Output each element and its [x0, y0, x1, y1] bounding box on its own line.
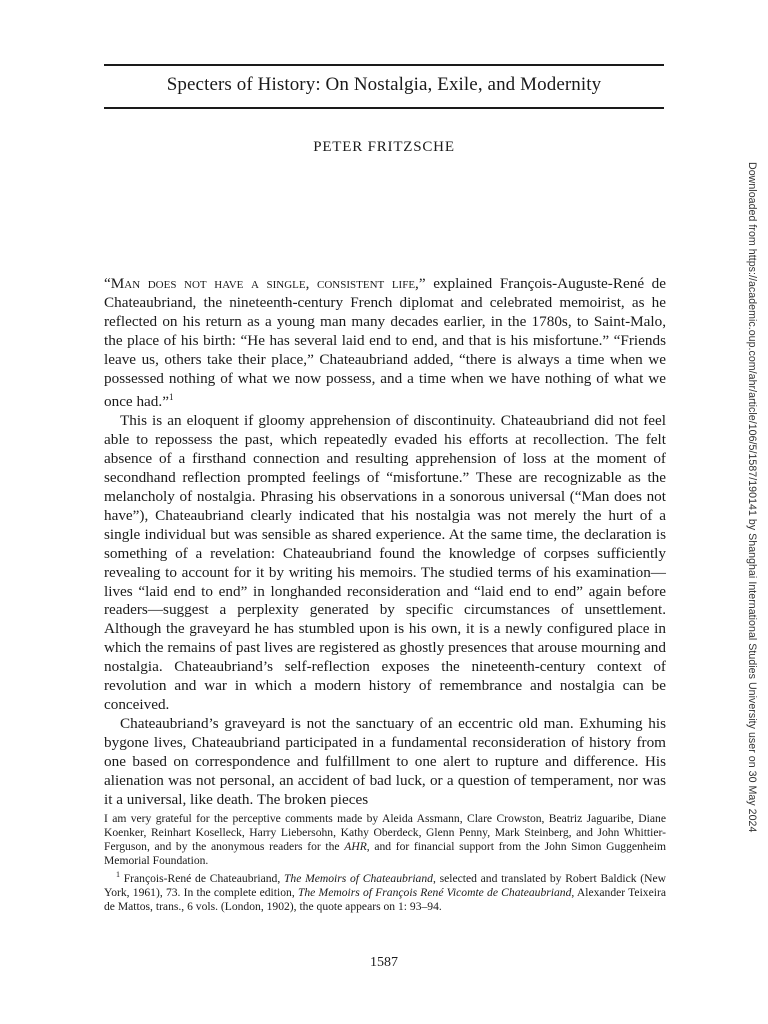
- footnotes: [104, 812, 666, 914]
- download-notice: Downloaded from https://academic.oup.com/ahr/article/106/5/1587/190141 by Shanghai International Studies University user on 30 May 2024: [746, 162, 758, 833]
- opening-quote-smallcaps: “Man does not have a single, consistent life,”: [104, 275, 426, 292]
- paragraph-3: Chateaubriand’s graveyard is not the sanctuary of an eccentric old man. Exhuming his bygone lives, Chateaubriand participated in a fundamental reconsideration of history from one based on correspondence and fulfillment to one alert to rupture and difference. His alienation was not personal, an accident of bad luck, or a question of temperament, nor was it a universal, like death. The broken pieces: [104, 714, 666, 808]
- fn1-book-title-1: The Memoirs of Chateaubriand: [283, 871, 433, 885]
- footnote-1: [104, 868, 666, 914]
- ack-journal-abbrev: AHR: [344, 840, 367, 853]
- title-rule-bottom: [104, 107, 664, 109]
- ack-text-b: , and for financial support from the John Simon Guggenheim Memorial Foundation.: [104, 840, 666, 867]
- fn1-text-a: François-René de Chateaubriand,: [120, 871, 284, 885]
- author-name: PETER FRITZSCHE: [313, 139, 455, 155]
- fn1-book-title-2: The Memoirs of François René Vicomte de Chateaubriand: [297, 885, 572, 899]
- footnote-1-number: 1: [116, 870, 120, 879]
- article-title: Specters of History: On Nostalgia, Exile, and Modernity: [166, 74, 602, 95]
- title-rule-top: [104, 64, 664, 66]
- paragraph-1: [104, 275, 666, 412]
- ack-text-a: I am very grateful for the perceptive comments made by Aleida Assmann, Clare Crowston, Beatriz Jaguaribe, Diane Koenker, Reinhart Koselleck, Harry Liebersohn, Kathy Oberdeck, Glenn Penny, Mark Steinberg, and John Whittier-Ferguson, and by the anonymous readers for the: [104, 812, 666, 853]
- paragraph-1-text: explained François-Auguste-René de Chateaubriand, the nineteenth-century French diplomat and celebrated memoirist, as he reflected on his return as a young man many decades earlier, in the 1780s, to Saint-Malo, the place of his birth: “He has several laid end to end, and that is his misfortune.” “Friends leave us, others take their place,” Chateaubriand added, “there is always a time when we possessed nothing of what we now possess, and a time when we have nothing of what we once had.”: [104, 275, 666, 411]
- article-body: [104, 275, 666, 809]
- fn1-text-b: , selected and translated by Robert Baldick (New York, 1961), 73. In the complete edition,: [104, 871, 667, 899]
- acknowledgement-note: [104, 812, 666, 868]
- fn1-text-c: , Alexander Teixeira de Mattos, trans., 6 vols. (London, 1902), the quote appears on 1: 93–94.: [104, 885, 666, 913]
- paragraph-2: This is an eloquent if gloomy apprehension of discontinuity. Chateaubriand did not feel able to repossess the past, which repeatedly evaded his efforts at recollection. The felt absence of a firsthand connection and resulting apprehension of loss at the moment of secondhand reflection prompted feelings of “misfortune.” These are recognizable as the melancholy of nostalgia. Phrasing his observations in a sonorous universal (“Man does not have”), Chateaubriand clearly indicated that his nostalgia was not merely the hurt of a single individual but was sensible as shared experience. At the same time, the declaration is something of a revelation: Chateaubriand found the knowledge of corpses sufficiently revealing to account for it by writing his memoirs. The studied terms of his examination—lives “laid end to end” in longhanded reconsideration and “laid end to end” again before readers—suggest a perplexity generated by specific circumstances of unsettlement. Although the graveyard he has stumbled upon is his own, it is a newly configured place in which the remains of past lives are registered as ghostly presences that arouse mourning and nostalgia. Chateaubriand’s self-reflection exposes the nineteenth-century context of revolution and war in which a modern history of remembrance and nostalgia can be conceived.: [104, 412, 666, 713]
- footnote-ref-1[interactable]: 1: [168, 392, 174, 403]
- page-number: 1587: [370, 955, 398, 970]
